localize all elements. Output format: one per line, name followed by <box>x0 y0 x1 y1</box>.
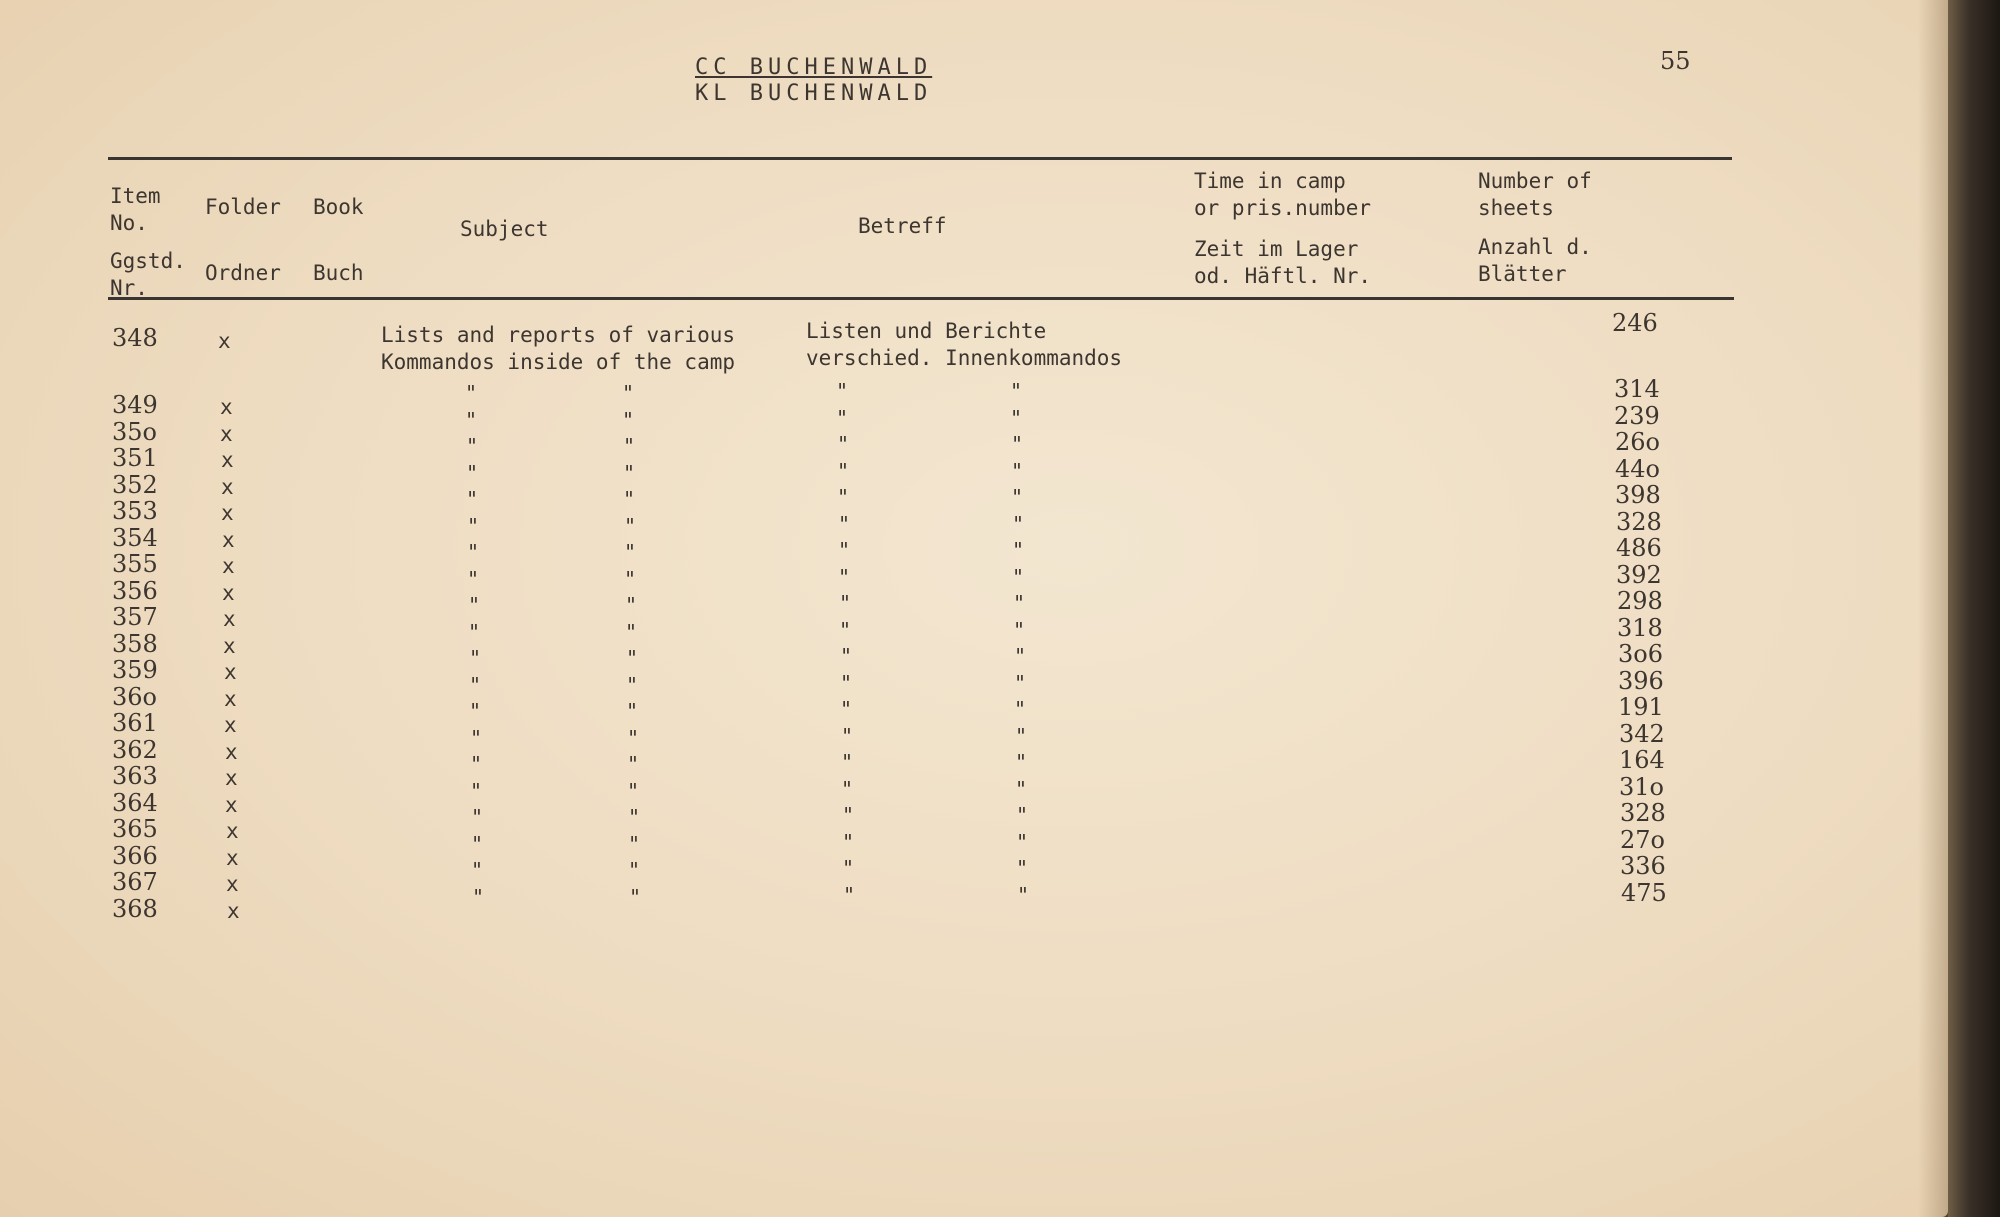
row-ditto-subject-1: " <box>466 460 479 485</box>
row-ditto-betreff-1: " <box>837 485 850 509</box>
row-ditto-betreff-2: " <box>1011 458 1024 483</box>
row-ditto-betreff-1: " <box>841 750 854 774</box>
row-ditto-betreff-1: " <box>842 829 855 854</box>
row-sheets: 336 <box>1620 852 1666 880</box>
row-sheets: 475 <box>1621 878 1667 907</box>
row-folder: x <box>221 474 234 499</box>
row-folder: x <box>223 633 236 658</box>
row-ditto-subject-2: " <box>627 725 640 750</box>
row-folder: x <box>222 527 235 552</box>
row-ditto-betreff-2: " <box>1013 591 1026 615</box>
row-ditto-betreff-1: " <box>840 644 853 668</box>
row-ditto-subject-2: " <box>628 831 641 856</box>
row-item: 359 <box>112 656 158 684</box>
row-ditto-subject-2: " <box>628 805 641 829</box>
row-item: 353 <box>112 497 158 525</box>
row-ditto-subject-2: " <box>625 593 638 617</box>
row-item: 35o <box>112 417 157 446</box>
row-sheets: 342 <box>1619 719 1665 748</box>
row-ditto-betreff-1: " <box>839 591 852 615</box>
row-item: 363 <box>112 762 158 790</box>
row-ditto-betreff-1: " <box>836 379 849 403</box>
row-ditto-betreff-1: " <box>843 882 856 907</box>
row-ditto-betreff-1: " <box>840 670 853 695</box>
row-ditto-subject-1: " <box>469 699 482 723</box>
row-sheets: 328 <box>1616 507 1662 536</box>
row-folder: x <box>225 766 238 790</box>
row-ditto-subject-1: " <box>467 513 480 538</box>
row-folder: x <box>227 898 240 923</box>
row-item: 36o <box>112 682 157 711</box>
row-sheets: 31o <box>1619 772 1664 801</box>
row-ditto-subject-2: " <box>626 672 639 697</box>
row-ditto-subject-1: " <box>472 884 485 909</box>
row-ditto-subject-2: " <box>628 858 641 882</box>
row-ditto-subject-2: " <box>622 381 635 405</box>
page-number: 55 <box>1660 47 1691 75</box>
row-folder: x <box>222 554 235 578</box>
row-ditto-subject-2: " <box>626 699 639 723</box>
row-sheets: 298 <box>1617 587 1663 615</box>
row-ditto-subject-1: " <box>470 778 483 803</box>
header-time-en: Time in camp or pris.number <box>1194 169 1372 220</box>
row-ditto-subject-2: " <box>624 513 637 538</box>
row-sheets: 3o6 <box>1618 640 1663 668</box>
row-ditto-subject-2: " <box>624 540 637 564</box>
row-ditto-betreff-1: " <box>840 697 853 721</box>
row-ditto-subject-2: " <box>629 884 642 909</box>
row-item: 368 <box>112 894 158 923</box>
row-item: 358 <box>112 629 158 658</box>
row-folder: x <box>220 421 233 446</box>
row-ditto-betreff-1: " <box>838 538 851 562</box>
row-ditto-subject-2: " <box>623 434 636 458</box>
row-ditto-betreff-2: " <box>1010 405 1023 430</box>
row-ditto-betreff-1: " <box>839 617 852 642</box>
row-ditto-betreff-2: " <box>1015 723 1028 748</box>
row-folder: x <box>221 501 234 525</box>
row-item: 365 <box>112 815 158 843</box>
row-ditto-subject-2: " <box>622 407 635 432</box>
row-sheets: 328 <box>1620 799 1666 827</box>
row-ditto-betreff-2: " <box>1016 803 1029 827</box>
row-ditto-betreff-2: " <box>1010 379 1023 403</box>
row-folder: x <box>224 660 237 684</box>
row-ditto-betreff-2: " <box>1014 644 1027 668</box>
row-ditto-betreff-2: " <box>1017 882 1030 907</box>
row-ditto-subject-1: " <box>467 566 480 591</box>
row-ditto-betreff-1: " <box>842 803 855 827</box>
row-ditto-betreff-2: " <box>1016 829 1029 854</box>
row-ditto-betreff-2: " <box>1016 856 1029 880</box>
row-folder: x <box>225 739 238 764</box>
header-folder-en: Folder <box>205 195 281 219</box>
header-top-rule <box>108 157 1732 160</box>
row-item: 366 <box>112 841 158 870</box>
row-ditto-subject-1: " <box>471 831 484 856</box>
row-ditto-subject-1: " <box>465 381 478 405</box>
row-ditto-betreff-2: " <box>1012 511 1025 536</box>
row-sheets: 164 <box>1619 746 1665 774</box>
row-sheets: 318 <box>1617 613 1663 642</box>
first-row-sheets: 246 <box>1612 309 1658 337</box>
row-ditto-subject-1: " <box>465 407 478 432</box>
row-ditto-betreff-2: " <box>1013 617 1026 642</box>
row-ditto-subject-1: " <box>471 858 484 882</box>
row-ditto-subject-1: " <box>468 593 481 617</box>
header-item-de: Ggstd. Nr. <box>110 249 186 300</box>
row-sheets: 26o <box>1615 428 1660 456</box>
row-ditto-subject-2: " <box>626 646 639 670</box>
row-folder: x <box>224 686 237 711</box>
row-ditto-subject-2: " <box>627 778 640 803</box>
document-title-de: KL BUCHENWALD <box>695 81 933 106</box>
row-ditto-betreff-2: " <box>1014 697 1027 721</box>
row-sheets: 398 <box>1615 481 1661 509</box>
row-sheets: 27o <box>1620 825 1665 854</box>
row-ditto-subject-2: " <box>623 487 636 511</box>
row-ditto-betreff-2: " <box>1014 670 1027 695</box>
header-bottom-rule <box>108 297 1734 300</box>
row-sheets: 239 <box>1614 401 1660 430</box>
row-ditto-betreff-1: " <box>836 405 849 430</box>
row-sheets: 396 <box>1618 666 1664 695</box>
row-item: 355 <box>112 550 158 578</box>
row-ditto-betreff-2: " <box>1011 485 1024 509</box>
row-sheets: 392 <box>1616 560 1662 589</box>
row-ditto-betreff-2: " <box>1012 538 1025 562</box>
first-row-folder: x <box>218 329 231 353</box>
row-ditto-betreff-1: " <box>841 723 854 748</box>
row-ditto-subject-2: " <box>624 566 637 591</box>
row-ditto-betreff-2: " <box>1012 564 1025 589</box>
row-folder: x <box>225 792 238 817</box>
row-ditto-betreff-2: " <box>1015 750 1028 774</box>
row-ditto-betreff-1: " <box>842 856 855 880</box>
row-ditto-betreff-1: " <box>838 511 851 536</box>
row-ditto-subject-2: " <box>625 619 638 644</box>
row-ditto-subject-1: " <box>466 487 479 511</box>
row-folder: x <box>222 580 235 605</box>
header-sheets-en: Number of sheets <box>1478 169 1592 220</box>
row-ditto-subject-1: " <box>469 672 482 697</box>
first-row-subject: Lists and reports of various Kommandos inside of the camp <box>381 323 736 374</box>
row-item: 367 <box>112 868 158 896</box>
row-item: 354 <box>112 523 158 552</box>
row-ditto-betreff-1: " <box>838 564 851 589</box>
row-ditto-subject-1: " <box>470 725 483 750</box>
row-ditto-betreff-2: " <box>1015 776 1028 801</box>
header-betreff: Betreff <box>858 214 947 238</box>
header-folder-de: Ordner <box>205 261 281 285</box>
row-ditto-betreff-1: " <box>837 432 850 456</box>
row-folder: x <box>223 607 236 631</box>
row-item: 356 <box>112 576 158 605</box>
row-ditto-subject-1: " <box>470 752 483 776</box>
row-item: 352 <box>112 470 158 499</box>
row-item: 357 <box>112 603 158 631</box>
header-book-de: Buch <box>313 261 364 285</box>
row-ditto-subject-1: " <box>468 619 481 644</box>
header-book-en: Book <box>313 195 364 219</box>
first-row-item: 348 <box>112 324 158 352</box>
document-title-en: CC BUCHENWALD <box>695 55 933 80</box>
first-row-betreff: Listen und Berichte verschied. Innenkommandos <box>806 319 1123 370</box>
row-ditto-subject-1: " <box>467 540 480 564</box>
row-folder: x <box>224 713 237 737</box>
row-item: 361 <box>112 709 158 737</box>
row-sheets: 191 <box>1618 693 1664 721</box>
row-ditto-betreff-1: " <box>837 458 850 483</box>
row-folder: x <box>226 819 239 843</box>
row-sheets: 44o <box>1615 454 1660 483</box>
header-time-de: Zeit im Lager od. Häftl. Nr. <box>1194 237 1372 288</box>
page-edge <box>1918 0 1948 1217</box>
row-folder: x <box>226 845 239 870</box>
row-ditto-subject-1: " <box>469 646 482 670</box>
row-item: 349 <box>112 391 158 419</box>
row-ditto-subject-1: " <box>471 805 484 829</box>
row-sheets: 486 <box>1616 534 1662 562</box>
row-folder: x <box>226 872 239 896</box>
row-ditto-betreff-2: " <box>1011 432 1024 456</box>
row-folder: x <box>221 448 234 472</box>
row-item: 364 <box>112 788 158 817</box>
row-ditto-subject-2: " <box>623 460 636 485</box>
row-ditto-subject-1: " <box>466 434 479 458</box>
book-spine <box>1948 0 2000 1217</box>
row-item: 362 <box>112 735 158 764</box>
row-ditto-betreff-1: " <box>841 776 854 801</box>
row-folder: x <box>220 395 233 419</box>
header-subject: Subject <box>460 217 549 241</box>
header-item-en: Item No. <box>110 184 161 235</box>
row-sheets: 314 <box>1614 375 1660 403</box>
row-item: 351 <box>112 444 158 472</box>
header-sheets-de: Anzahl d. Blätter <box>1478 235 1592 286</box>
row-ditto-subject-2: " <box>627 752 640 776</box>
